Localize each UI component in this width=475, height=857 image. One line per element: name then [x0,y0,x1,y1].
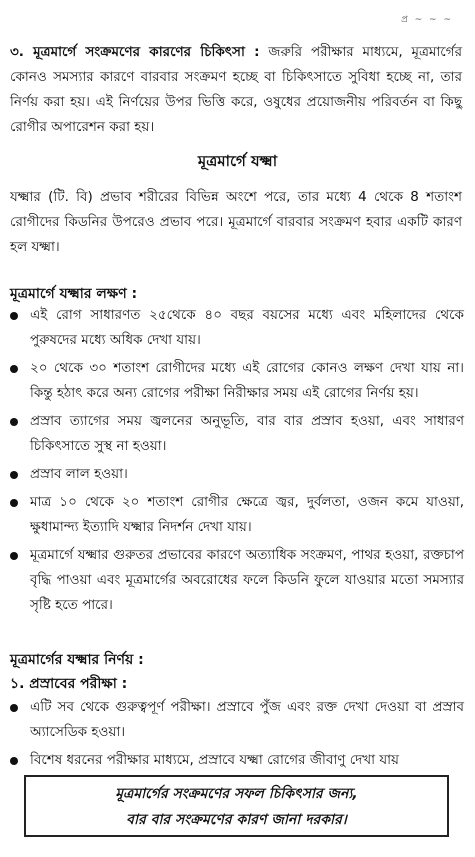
bullet-icon [10,365,18,373]
list-item-text: এটি সব থেকে গুরুত্বপূর্ণ পরীক্ষা। প্রস্রাবে পুঁজ এবং রক্ত দেখা দেওয়া বা প্রস্রাব অ্যাসেডিক হওয়া। [30,699,464,740]
bullet-icon [10,471,18,479]
list-item [8,695,464,745]
diagnosis-subheading: ১. প্রস্রাবের পরীক্ষা : [10,676,128,692]
callout-box [24,775,449,837]
diagnosis-heading: মূত্রমার্গের যক্ষ্মার নির্ণয় : [10,652,144,668]
list-item [8,356,464,406]
list-item-text: প্রস্রাব লাল হওয়া। [30,466,128,482]
list-item [8,303,464,353]
intro-text: জরুরি পরীক্ষার মাধ্যমে, মূত্রমার্গের কোনও সমস্যার কারণে বারবার সংক্রমণ হচ্ছে বা চিকিৎসাতে সুবিধা হচ্ছে না, তার নির্ণয় করা হয়। এই নির্ণয়ের উপর ভিত্তি করে, ওষুধের প্রয়োজনীয় পরিবর্তন বা কিছু রোগীর অপারেশন করা হয়। [10,44,462,135]
list-item [8,409,464,459]
symptoms-heading: মূত্রমার্গে যক্ষ্মার লক্ষণ : [10,286,138,302]
list-item-text: ২০ থেকে ৩০ শতাংশ রোগীদের মধ্যে এই রোগের কোনও লক্ষণ দেখা যায় না। কিন্তু হঠাৎ করে অন্য রোগের পরীক্ষা নিরীক্ষার সময় এই রোগের নির্ণয় হয়। [30,360,464,401]
bullet-icon [10,552,18,560]
callout-line-1: মূত্রমার্গের সংক্রমণের সফল চিকিৎসার জন্য, [115,786,358,802]
section-title: মূত্রমার্গে যক্ষ্মা [197,152,278,170]
list-item-text: মূত্রমার্গে যক্ষ্মার গুরুতর প্রভাবের কারণে অত্যাধিক সংক্রমণ, পাথর হওয়া, রক্তচাপ বৃদ্ধি পাওয়া এবং মূত্রমার্গের অবরোধের ফলে কিডনি ফুলে যাওয়ার মতো সমস্যার সৃষ্টি হতে পারে। [30,547,464,613]
list-item [8,462,464,487]
symptoms-list [8,303,464,621]
list-item [8,543,464,618]
list-item-text: বিশেষ ধরনের পরীক্ষার মাধ্যমে, প্রস্রাবে যক্ষ্মা রোগের জীবাণু দেখা যায় [30,752,399,768]
bullet-icon [10,312,18,320]
bullet-icon [10,704,18,712]
corner-mark: প্র ~ ~ ~ [401,15,453,25]
section-body: যক্ষ্মার (টি. বি) প্রভাব শরীরের বিভিন্ন অংশে পরে, তার মধ্যে 4 থেকে 8 শতাংশ রোগীদের কিডনির উপরেও প্রভাব পরে। মূত্রমার্গে বারবার সংক্রমণ হবার একটি কারণ হল যক্ষ্মা। [10,189,462,255]
callout-line-2: বার বার সংক্রমণের কারণ জানা দরকার। [126,812,347,828]
bullet-icon [10,499,18,507]
bullet-icon [10,418,18,426]
intro-lead: ৩. মূত্রমার্গে সংক্রমণের কারণের চিকিৎসা : [10,44,260,60]
diagnosis-list [8,695,464,776]
intro-paragraph [10,40,462,140]
list-item-text: প্রস্রাব ত্যাগের সময় জ্বলনের অনুভূতি, বার বার প্রস্রাব হওয়া, এবং সাধারণ চিকিৎসাতে সুস্থ না হওয়া। [30,413,464,454]
list-item-text: মাত্র ১০ থেকে ২০ শতাংশ রোগীর ক্ষেত্রে জ্বর, দুর্বলতা, ওজন কমে যাওয়া, ক্ষুধামান্দ্য ইত্যাদি যক্ষ্মার নিদর্শন দেখা যায়। [30,494,464,535]
list-item [8,748,464,773]
list-item [8,490,464,540]
list-item-text: এই রোগ সাধারণত ২৫থেকে ৪০ বছর বয়সের মধ্যে এবং মহিলাদের থেকে পুরুষদের মধ্যে অধিক দেখা যায়। [30,307,464,348]
bullet-icon [10,757,18,765]
